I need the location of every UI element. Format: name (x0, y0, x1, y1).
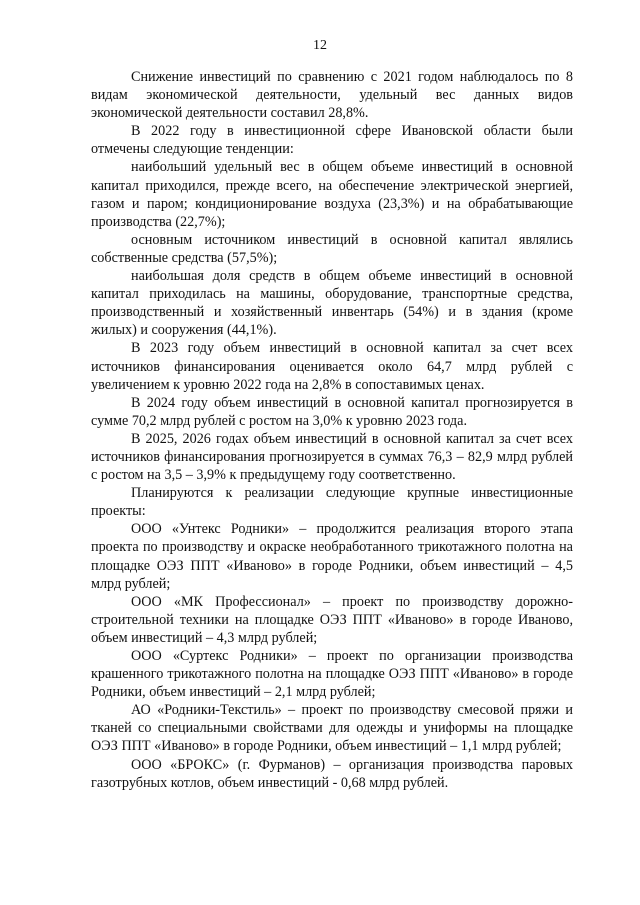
project-item: ООО «МК Профессионал» – проект по производству дорожно-строительной техники на площадке ОЭЗ ППТ «Иваново» в городе Иваново, объем инвестиций – 4,3 млрд рублей; (91, 593, 573, 646)
project-item: ООО «Унтекс Родники» – продолжится реализация второго этапа проекта по производству и окраске необработанного трикотажного полотна на площадке ОЭЗ ППТ «Иваново» в городе Родники, объем инвестиций – 4,5 млрд рублей; (91, 521, 573, 592)
paragraph-2025-2026-forecast: В 2025, 2026 годах объем инвестиций в основной капитал за счет всех источников финансирования прогнозируется в суммах 76,3 – 82,9 млрд рублей с ростом на 3,5 – 3,9% к предыдущему году соответственно. (91, 430, 573, 484)
project-item: ООО «БРОКС» (г. Фурманов) – организация производства паровых газотрубных котлов, объем инвестиций - 0,68 млрд рублей. (91, 756, 573, 791)
paragraph-trend-largest-share: наибольший удельный вес в общем объеме инвестиций в основной капитал приходился, прежде всего, на обеспечение электрической энергией, газом и паром; кондиционирование воздуха (23,3%) и на обрабатывающие производства (22,7%); (91, 159, 573, 230)
paragraph-2023-estimate: В 2023 году объем инвестиций в основной капитал за счет всех источников финансирования оценивается около 64,7 млрд рублей с увеличением к уровню 2022 года на 2,8% в сопоставимых ценах. (91, 340, 573, 393)
paragraph-investment-decline: Снижение инвестиций по сравнению с 2021 годом наблюдалось по 8 видам экономической деятельности, удельный вес данных видов экономической деятельности составил 28,8%. (91, 69, 573, 122)
document-body (91, 68, 573, 792)
paragraph-trends-intro: В 2022 году в инвестиционной сфере Ивановской области были отмечены следующие тенденции: (91, 123, 573, 158)
page-number: 12 (313, 38, 327, 53)
paragraph-trend-main-source: основным источником инвестиций в основной капитал являлись собственные средства (57,5%); (91, 231, 573, 266)
paragraph-trend-funds-share: наибольшая доля средств в общем объеме инвестиций в основной капитал приходилась на машины, оборудование, транспортные средства, производственный и хозяйственный инвентарь (54%) и в здания (кроме жилых) и сооружения (44,1%). (91, 268, 573, 339)
paragraph-projects-intro: Планируются к реализации следующие крупные инвестиционные проекты: (91, 485, 573, 520)
paragraph-2024-forecast: В 2024 году объем инвестиций в основной капитал прогнозируется в сумме 70,2 млрд рублей с ростом на 3,0% к уровню 2023 года. (91, 394, 573, 429)
project-item: АО «Родники-Текстиль» – проект по производству смесовой пряжи и тканей со специальными свойствами для одежды и униформы на площадке ОЭЗ ППТ «Иваново» в городе Родники, объем инвестиций – 1,1 млрд рублей; (91, 702, 573, 755)
project-item: ООО «Суртекс Родники» – проект по организации производства крашенного трикотажного полотна на площадке ОЭЗ ППТ «Иваново» в городе Родники, объем инвестиций – 2,1 млрд рублей; (91, 648, 573, 701)
